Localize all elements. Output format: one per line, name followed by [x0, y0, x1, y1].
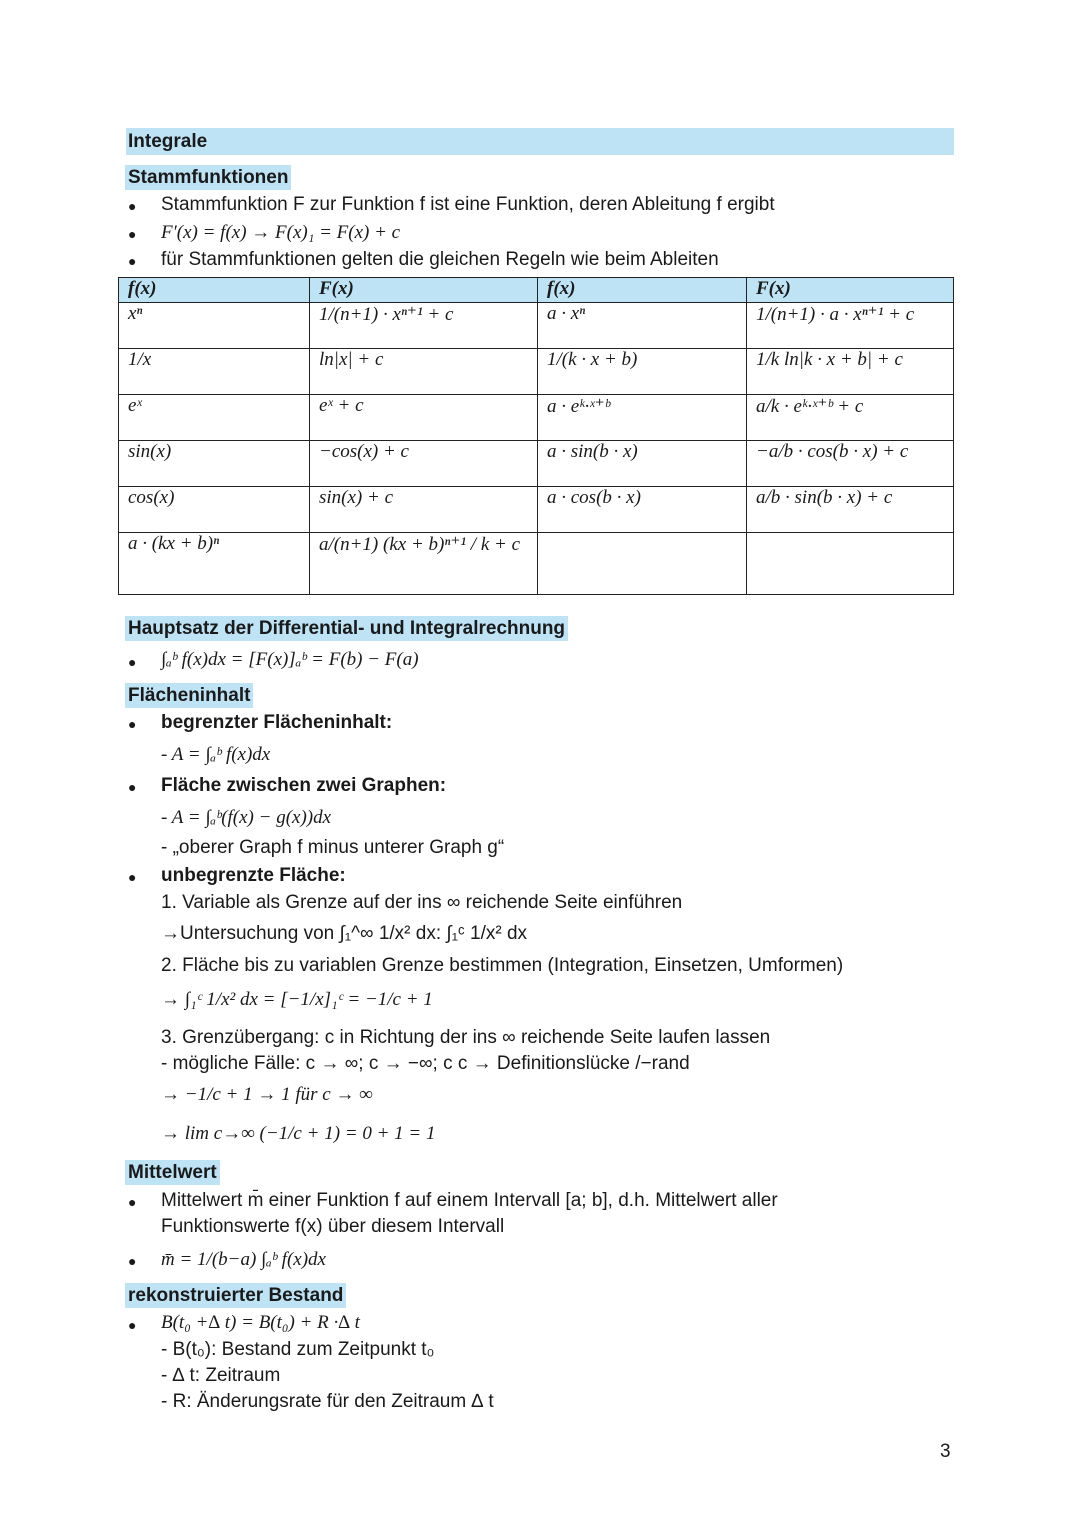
bullet: ● — [128, 253, 137, 269]
table-row — [119, 487, 954, 533]
flaeche-begrenzt-formula: - A = ∫ₐᵇ f(x)dx — [161, 744, 271, 765]
table-row — [119, 395, 954, 441]
table-row — [119, 441, 954, 487]
page-number: 3 — [940, 1441, 951, 1462]
bestand-line-1: - B(t₀): Bestand zum Zeitpunkt t₀ — [161, 1339, 435, 1360]
table-header: f(x) — [538, 278, 747, 303]
bullet: ● — [128, 1194, 137, 1210]
flaeche-zwischen-formula: - A = ∫ₐᵇ(f(x) − g(x))dx — [161, 807, 332, 828]
table-cell — [747, 533, 954, 595]
unbegrenzt-step-1-sub: →Untersuchung von ∫₁^∞ 1/x² dx: ∫₁ᶜ 1/x² dx — [161, 923, 528, 944]
table-header-row — [119, 278, 954, 303]
unbegrenzt-step-3-cases: - mögliche Fälle: c → ∞; c → −∞; c c → Definitionslücke /−rand — [161, 1053, 690, 1074]
table-row — [119, 349, 954, 395]
table-cell: a · sin(b · x) — [538, 441, 747, 487]
unbegrenzt-step-3-result: → lim c→∞ (−1/c + 1) = 0 + 1 = 1 — [161, 1123, 436, 1144]
flaeche-unbegrenzt-title: unbegrenzte Fläche: — [161, 865, 346, 886]
stamm-bullet-2: F′(x) = f(x) → F(x)₁ = F(x) + c — [161, 222, 401, 243]
mittelwert-text-2: Funktionswerte f(x) über diesem Intervall — [161, 1216, 505, 1237]
table-cell — [538, 533, 747, 595]
bullet: ● — [128, 779, 137, 795]
bullet: ● — [128, 716, 137, 732]
unbegrenzt-step-3: 3. Grenzübergang: c in Richtung der ins ∞ reichende Seite laufen lassen — [161, 1027, 771, 1048]
stamm-bullet-3: für Stammfunktionen gelten die gleichen Regeln wie beim Ableiten — [161, 249, 719, 270]
flaeche-zwischen-title: Fläche zwischen zwei Graphen: — [161, 775, 447, 796]
table-cell: 1/(k · x + b) — [538, 349, 747, 395]
table-cell: cos(x) — [119, 487, 310, 533]
table-cell: a · xⁿ — [538, 303, 747, 349]
table-cell: eˣ + c — [310, 395, 538, 441]
table-cell: −cos(x) + c — [310, 441, 538, 487]
bestand-line-3: - R: Änderungsrate für den Zeitraum ∆ t — [161, 1391, 494, 1412]
section-hauptsatz: Hauptsatz der Differential- und Integralrechnung — [125, 616, 568, 641]
table-cell: a · (kx + b)ⁿ — [119, 533, 310, 595]
bestand-line-2: - ∆ t: Zeitraum — [161, 1365, 281, 1386]
table-cell: a/b · sin(b · x) + c — [747, 487, 954, 533]
bullet: ● — [128, 226, 137, 242]
table-cell: a · eᵏ·ˣ⁺ᵇ — [538, 395, 747, 441]
table-cell: 1/(n+1) · a · xⁿ⁺¹ + c — [747, 303, 954, 349]
mittelwert-text-1: Mittelwert m̄ einer Funktion f auf einem Intervall [a; b], d.h. Mittelwert aller — [161, 1190, 778, 1211]
bullet: ● — [128, 869, 137, 885]
table-header: F(x) — [310, 278, 538, 303]
title-highlight — [126, 128, 954, 155]
table-cell: xⁿ — [119, 303, 310, 349]
bullet: ● — [128, 1317, 137, 1333]
flaeche-begrenzt-title: begrenzter Flächeninhalt: — [161, 712, 393, 733]
bullet: ● — [128, 198, 137, 214]
table-header: f(x) — [119, 278, 310, 303]
page-title: Integrale — [128, 131, 208, 152]
flaeche-zwischen-note: - „oberer Graph f minus unterer Graph g“ — [161, 837, 505, 858]
table-cell: a/(n+1) (kx + b)ⁿ⁺¹ / k + c — [310, 533, 538, 595]
section-stammfunktionen: Stammfunktionen — [125, 165, 291, 190]
table-row — [119, 533, 954, 595]
table-cell: eˣ — [119, 395, 310, 441]
bullet: ● — [128, 1253, 137, 1269]
mittelwert-formula: m̄ = 1/(b−a) ∫ₐᵇ f(x)dx — [161, 1249, 326, 1270]
table-cell: −a/b · cos(b · x) + c — [747, 441, 954, 487]
unbegrenzt-step-2: 2. Fläche bis zu variablen Grenze bestimmen (Integration, Einsetzen, Umformen) — [161, 955, 844, 976]
table-cell: 1/k ln|k · x + b| + c — [747, 349, 954, 395]
stammfunktionen-table — [118, 277, 954, 595]
section-mittelwert: Mittelwert — [125, 1160, 220, 1185]
bullet: ● — [128, 654, 137, 670]
table-cell: 1/(n+1) · xⁿ⁺¹ + c — [310, 303, 538, 349]
table-cell: sin(x) + c — [310, 487, 538, 533]
bestand-formula: B(t₀ +∆ t) = B(t₀) + R ·∆ t — [161, 1312, 360, 1333]
section-flaecheninhalt: Flächeninhalt — [125, 683, 253, 708]
unbegrenzt-step-1: 1. Variable als Grenze auf der ins ∞ reichende Seite einführen — [161, 892, 683, 913]
unbegrenzt-step-2-sub: → ∫₁ᶜ 1/x² dx = [−1/x]₁ᶜ = −1/c + 1 — [161, 989, 433, 1010]
table-cell: a/k · eᵏ·ˣ⁺ᵇ + c — [747, 395, 954, 441]
table-cell: ln|x| + c — [310, 349, 538, 395]
stamm-bullet-1: Stammfunktion F zur Funktion f ist eine Funktion, deren Ableitung f ergibt — [161, 194, 775, 215]
table-row — [119, 303, 954, 349]
section-bestand: rekonstruierter Bestand — [125, 1283, 346, 1308]
table-cell: sin(x) — [119, 441, 310, 487]
table-cell: a · cos(b · x) — [538, 487, 747, 533]
table-cell: 1/x — [119, 349, 310, 395]
unbegrenzt-step-3-limit: → −1/c + 1 → 1 für c → ∞ — [161, 1084, 373, 1105]
table-header: F(x) — [747, 278, 954, 303]
hauptsatz-formula: ∫ₐᵇ f(x)dx = [F(x)]ₐᵇ = F(b) − F(a) — [161, 649, 419, 670]
